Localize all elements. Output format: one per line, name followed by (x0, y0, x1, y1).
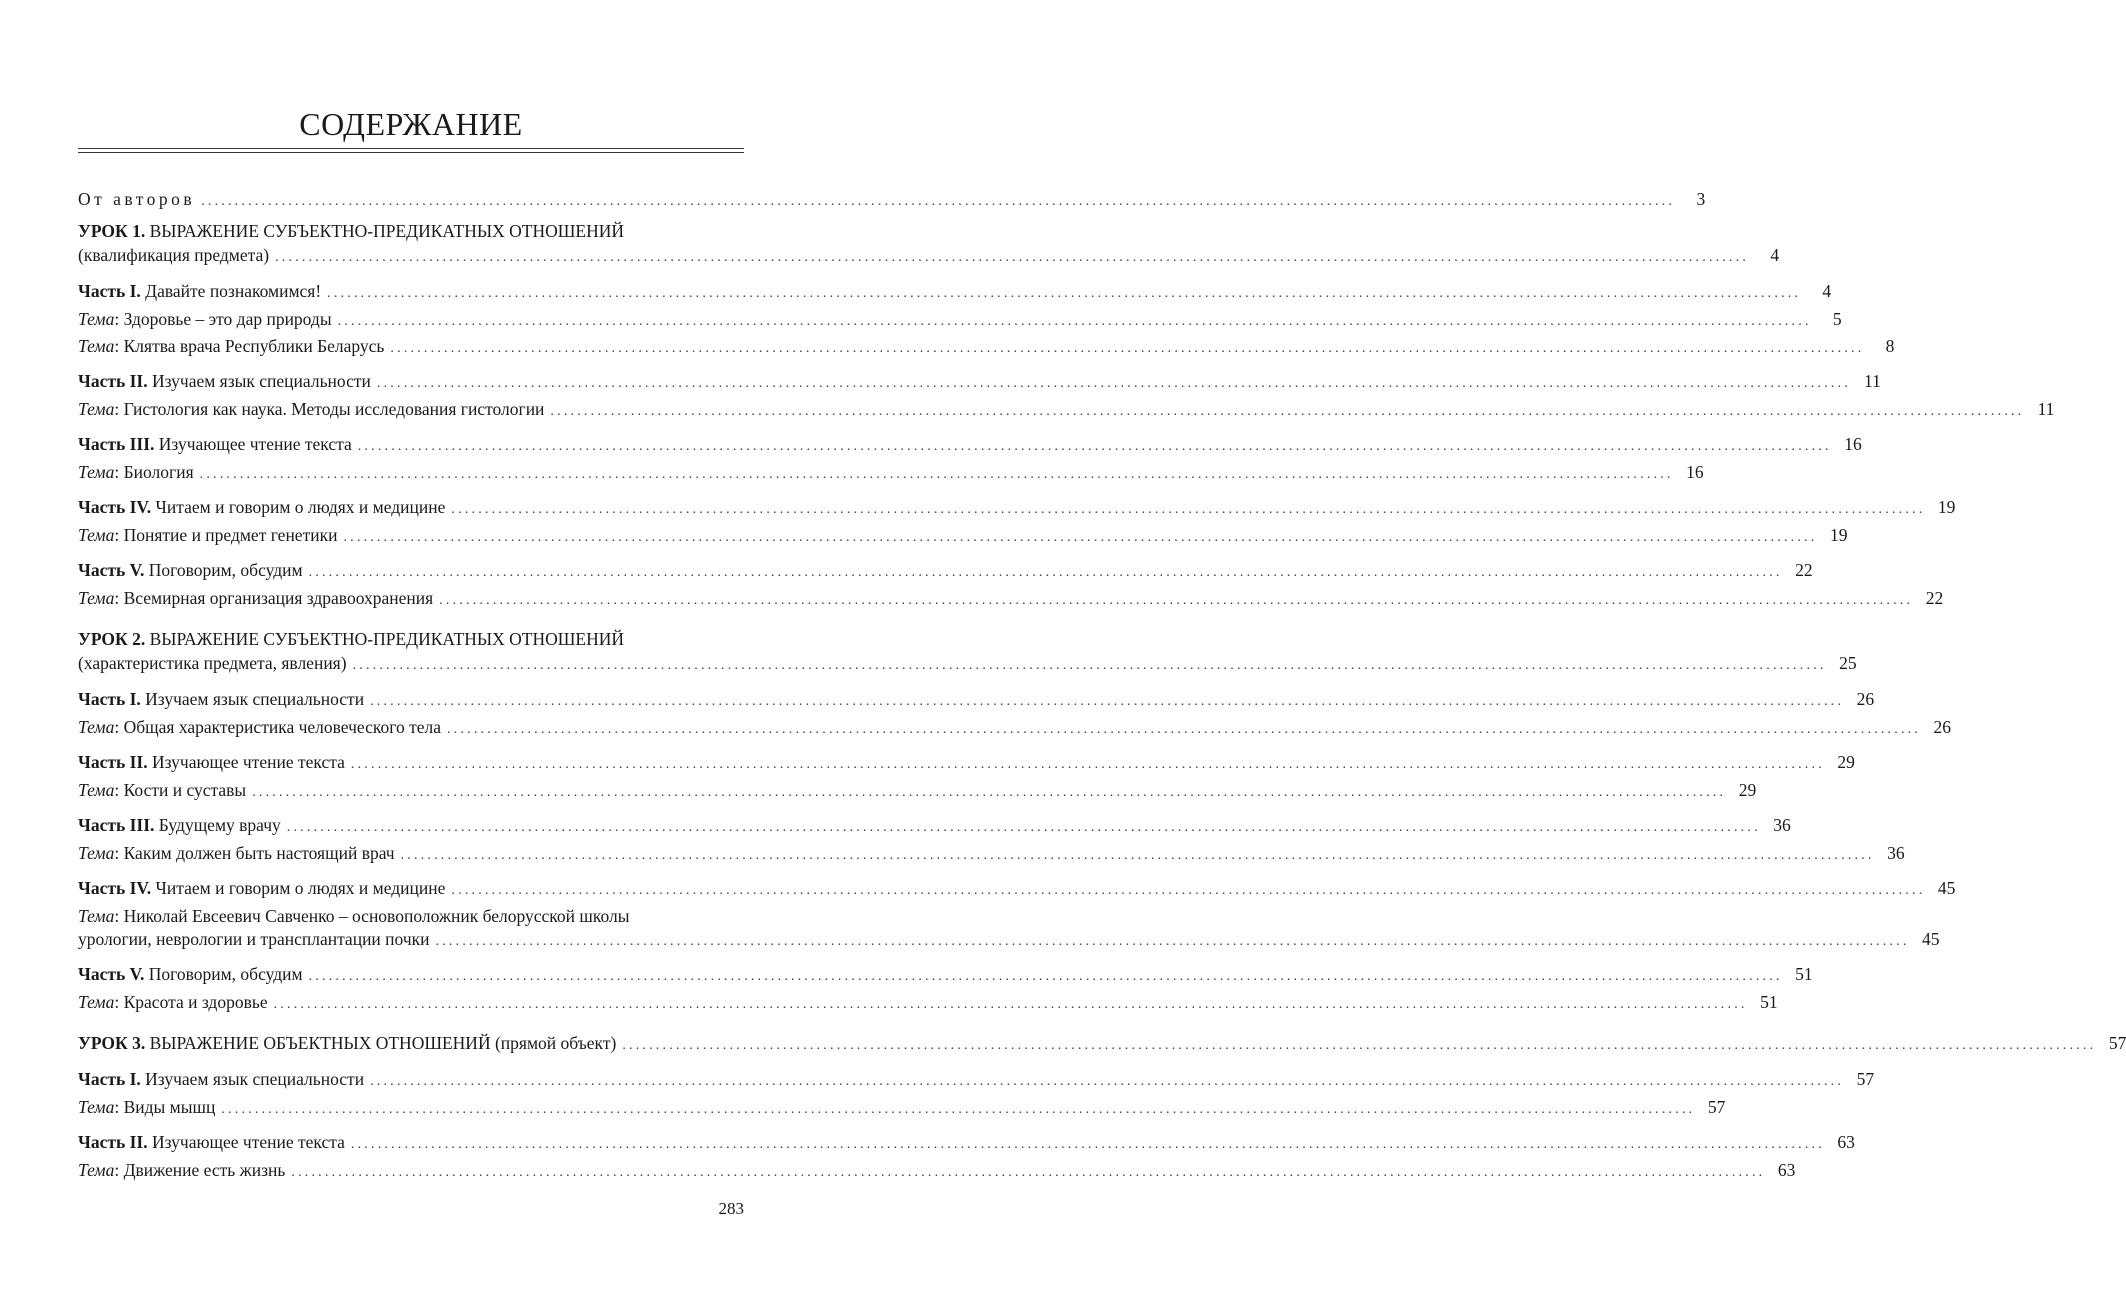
entry-page: 26 (1933, 717, 1952, 737)
topic-label: Тема (78, 906, 115, 926)
dot-leader: ............................................................................................................................................................................................................................ (451, 502, 1926, 517)
toc-entry-topic[interactable] (78, 585, 1944, 611)
part-label: Часть III. (78, 434, 155, 454)
entry-page: 19 (1829, 525, 1848, 545)
topic-title: Николай Евсеевич Савченко – основоположник белорусской школы (123, 906, 630, 926)
toc-entry-part[interactable] (78, 278, 1832, 304)
entry-page: 19 (1937, 497, 1956, 517)
entry-page: 57 (1707, 1097, 1726, 1117)
part-label: Часть IV. (78, 497, 152, 517)
entry-page: 4 (1770, 245, 1780, 265)
entry-page: 63 (1777, 1160, 1796, 1180)
part-title: Изучаем язык специальности (145, 1069, 365, 1089)
toc-entry-part[interactable] (78, 749, 1855, 775)
dot-leader: ............................................................................................................................................................................................................................ (327, 286, 1802, 301)
part-title: Изучаем язык специальности (145, 689, 365, 709)
entry-text: Тема: Красота и здоровье (78, 992, 268, 1012)
entry-text (78, 650, 347, 676)
dot-leader: ............................................................................................................................................................................................................................ (352, 658, 1827, 673)
dot-leader: ............................................................................................................................................................................................................................ (308, 565, 1783, 580)
toc-entry-lesson[interactable] (78, 1030, 2126, 1056)
toc-entry-topic[interactable] (78, 840, 1905, 866)
entry-text (78, 494, 445, 520)
topic-label: Тема (78, 399, 115, 419)
toc-entry-lesson[interactable] (78, 650, 1857, 676)
lesson-heading (78, 626, 744, 652)
entry-page: 11 (2037, 399, 2055, 419)
topic-label: Тема (78, 525, 115, 545)
lesson-title: ВЫРАЖЕНИЕ СУБЪЕКТНО-ПРЕДИКАТНЫХ ОТНОШЕНИЙ (149, 629, 624, 649)
topic-title: Красота и здоровье (123, 992, 268, 1012)
part-label: Часть II. (78, 371, 148, 391)
lesson-title: ВЫРАЖЕНИЕ СУБЪЕКТНО-ПРЕДИКАТНЫХ ОТНОШЕНИЙ (149, 221, 624, 241)
entry-text (78, 926, 430, 952)
entry-text (78, 557, 303, 583)
dot-leader: ............................................................................................................................................................................................................................ (275, 250, 1750, 265)
lesson-label: УРОК 1. (78, 221, 146, 241)
entry-page: 22 (1925, 588, 1944, 608)
dot-leader: ............................................................................................................................................................................................................................ (376, 376, 1851, 391)
topic-label: Тема (78, 462, 115, 482)
entry-text: Тема: Понятие и предмет генетики (78, 525, 338, 545)
toc-entry-topic[interactable] (78, 459, 1704, 485)
dot-leader: ............................................................................................................................................................................................................................ (201, 194, 1676, 209)
part-title: Изучаем язык специальности (151, 371, 371, 391)
dot-leader: ............................................................................................................................................................................................................................ (451, 883, 1926, 898)
toc-entry-topic[interactable] (78, 333, 1895, 359)
entry-text (78, 368, 371, 394)
entry-text (78, 961, 303, 987)
lesson-heading (78, 218, 744, 244)
topic-title-continuation: урологии, неврологии и трансплантации почки (78, 929, 430, 949)
dot-leader: ............................................................................................................................................................................................................................ (337, 314, 1812, 329)
page-number: 283 (718, 1199, 744, 1218)
entry-text: Тема: Каким должен быть настоящий врач (78, 843, 395, 863)
lesson-title: ВЫРАЖЕНИЕ ОБЪЕКТНЫХ ОТНОШЕНИЙ (149, 1033, 491, 1053)
entry-page: 16 (1844, 434, 1862, 454)
toc-entry-part[interactable] (78, 875, 1956, 901)
entry-page: 36 (1773, 815, 1791, 835)
topic-label: Тема (78, 992, 115, 1012)
entry-page: 25 (1839, 653, 1857, 673)
dot-leader: ............................................................................................................................................................................................................................ (343, 530, 1818, 545)
part-label: Часть III. (78, 815, 155, 835)
dot-leader: ............................................................................................................................................................................................................................ (435, 934, 1910, 949)
dot-leader: ............................................................................................................................................................................................................................ (447, 722, 1922, 737)
topic-label: Тема (78, 717, 115, 737)
entry-text: Тема: Кости и суставы (78, 780, 247, 800)
entry-text: Тема: Биология (78, 462, 194, 482)
dot-leader: ............................................................................................................................................................................................................................ (291, 1165, 1766, 1180)
entry-page: 63 (1837, 1132, 1855, 1152)
toc-entry-part[interactable] (78, 431, 1862, 457)
toc-entry-intro[interactable] (78, 186, 1706, 212)
entry-text (78, 186, 195, 212)
toc-entry-topic[interactable] (78, 1094, 1726, 1120)
topic-title: Гистология как наука. Методы исследования гистологии (123, 399, 545, 419)
entry-text (78, 278, 321, 304)
toc-entry-topic[interactable] (78, 306, 1842, 332)
dot-leader: ............................................................................................................................................................................................................................ (286, 820, 1761, 835)
entry-text (78, 812, 281, 838)
part-title: Изучающее чтение текста (151, 1132, 345, 1152)
toc-entry-part[interactable] (78, 686, 1875, 712)
topic-title: Движение есть жизнь (123, 1160, 286, 1180)
toc-entry-part[interactable] (78, 494, 1956, 520)
lesson-subtitle: (характеристика предмета, явления) (78, 653, 347, 673)
toc-entry-topic[interactable] (78, 926, 1940, 952)
topic-title: Клятва врача Республики Беларусь (123, 336, 385, 356)
entry-text (78, 1030, 616, 1056)
entry-text: Тема: Клятва врача Республики Беларусь (78, 336, 385, 356)
toc-entry-topic[interactable] (78, 396, 2055, 422)
entry-page: 8 (1885, 336, 1895, 356)
dot-leader: ............................................................................................................................................................................................................................ (308, 969, 1783, 984)
dot-leader: ............................................................................................................................................................................................................................ (550, 404, 2025, 419)
toc-entry-topic[interactable] (78, 989, 1778, 1015)
dot-leader: ............................................................................................................................................................................................................................ (357, 439, 1832, 454)
entry-text (78, 686, 364, 712)
toc-entry-topic[interactable] (78, 777, 1757, 803)
toc-entry-part[interactable] (78, 368, 1881, 394)
entry-page: 29 (1738, 780, 1757, 800)
part-title: Будущему врачу (158, 815, 281, 835)
entry-text: Тема: Движение есть жизнь (78, 1160, 286, 1180)
dot-leader: ............................................................................................................................................................................................................................ (400, 848, 1875, 863)
entry-page: 22 (1795, 560, 1813, 580)
toc-entry-topic[interactable] (78, 522, 1848, 548)
dot-leader: ............................................................................................................................................................................................................................ (252, 785, 1727, 800)
entry-page: 29 (1837, 752, 1855, 772)
dot-leader: ............................................................................................................................................................................................................................ (350, 757, 1825, 772)
entry-text: Тема: Всемирная организация здравоохранения (78, 588, 434, 608)
part-label: Часть II. (78, 752, 148, 772)
topic-title: Всемирная организация здравоохранения (123, 588, 434, 608)
topic-label: Тема (78, 588, 115, 608)
toc-entry-part[interactable] (78, 812, 1791, 838)
intro-label: От авторов (78, 189, 196, 209)
dot-leader: ............................................................................................................................................................................................................................ (273, 997, 1748, 1012)
topic-label: Тема (78, 336, 115, 356)
entry-page: 26 (1856, 689, 1875, 709)
topic-label: Тема (78, 1160, 115, 1180)
topic-label: Тема (78, 780, 115, 800)
topic-title: Понятие и предмет генетики (123, 525, 338, 545)
entry-page: 45 (1922, 929, 1940, 949)
topic-title: Биология (123, 462, 194, 482)
topic-title: Кости и суставы (123, 780, 247, 800)
entry-page: 57 (1856, 1069, 1875, 1089)
dot-leader: ............................................................................................................................................................................................................................ (221, 1102, 1696, 1117)
entry-text (78, 749, 345, 775)
entry-page: 3 (1696, 189, 1706, 209)
entry-page: 36 (1887, 843, 1905, 863)
part-title: Читаем и говорим о людях и медицине (155, 878, 446, 898)
entry-text: Тема: Общая характеристика человеческого тела (78, 717, 442, 737)
lesson-label: УРОК 3. (78, 1033, 146, 1053)
entry-text (78, 242, 269, 268)
entry-text: Тема: Гистология как наука. Методы исследования гистологии (78, 399, 545, 419)
dot-leader: ............................................................................................................................................................................................................................ (439, 593, 1914, 608)
entry-text: Тема: Виды мышц (78, 1097, 216, 1117)
entry-page: 4 (1822, 281, 1832, 301)
entry-page: 51 (1760, 992, 1778, 1012)
dot-leader: ............................................................................................................................................................................................................................ (370, 694, 1845, 709)
entry-page: 11 (1864, 371, 1881, 391)
toc-entry-part[interactable] (78, 961, 1813, 987)
topic-label: Тема (78, 309, 115, 329)
topic-title: Общая характеристика человеческого тела (123, 717, 442, 737)
dot-leader: ............................................................................................................................................................................................................................ (390, 341, 1865, 356)
dot-leader: ............................................................................................................................................................................................................................ (622, 1038, 2097, 1053)
entry-page: 51 (1795, 964, 1813, 984)
dot-leader: ............................................................................................................................................................................................................................ (199, 467, 1674, 482)
entry-page: 57 (2108, 1033, 2126, 1053)
lesson-suffix: (прямой объект) (494, 1033, 617, 1053)
part-label: Часть V. (78, 560, 145, 580)
part-label: Часть I. (78, 281, 141, 301)
title-rule-top (78, 148, 744, 149)
entry-text (78, 1066, 364, 1092)
topic-title: Каким должен быть настоящий врач (123, 843, 395, 863)
toc-entry-part[interactable] (78, 1066, 1875, 1092)
title-rule-bottom (78, 152, 744, 153)
entry-page: 16 (1686, 462, 1704, 482)
part-label: Часть IV. (78, 878, 152, 898)
lesson-label: УРОК 2. (78, 629, 146, 649)
entry-text (78, 431, 352, 457)
part-title: Поговорим, обсудим (148, 964, 303, 984)
page-title: СОДЕРЖАНИЕ (299, 106, 523, 142)
part-label: Часть I. (78, 1069, 141, 1089)
toc-entry-topic[interactable] (78, 1157, 1796, 1183)
lesson-subtitle: (квалификация предмета) (78, 245, 270, 265)
part-title: Изучающее чтение текста (158, 434, 352, 454)
part-title: Изучающее чтение текста (151, 752, 345, 772)
dot-leader: ............................................................................................................................................................................................................................ (370, 1074, 1845, 1089)
part-label: Часть V. (78, 964, 145, 984)
toc-entry-topic[interactable] (78, 714, 1952, 740)
toc-entry-part[interactable] (78, 1129, 1855, 1155)
topic-label: Тема (78, 1097, 115, 1117)
entry-text: Тема: Здоровье – это дар природы (78, 309, 332, 329)
toc-entry-lesson[interactable] (78, 242, 1780, 268)
toc-entry-part[interactable] (78, 557, 1813, 583)
entry-page: 45 (1937, 878, 1956, 898)
topic-label: Тема (78, 843, 115, 863)
part-label: Часть I. (78, 689, 141, 709)
part-title: Давайте познакомимся! (145, 281, 322, 301)
part-title: Читаем и говорим о людях и медицине (155, 497, 446, 517)
topic-title: Здоровье – это дар природы (123, 309, 332, 329)
toc-entry-topic-line: Тема: Николай Евсеевич Савченко – основоположник белорусской школы (78, 906, 630, 926)
entry-text (78, 875, 445, 901)
entry-text (78, 1129, 345, 1155)
topic-title: Виды мышц (123, 1097, 216, 1117)
entry-page: 5 (1832, 309, 1842, 329)
dot-leader: ............................................................................................................................................................................................................................ (350, 1137, 1825, 1152)
part-title: Поговорим, обсудим (148, 560, 303, 580)
part-label: Часть II. (78, 1132, 148, 1152)
